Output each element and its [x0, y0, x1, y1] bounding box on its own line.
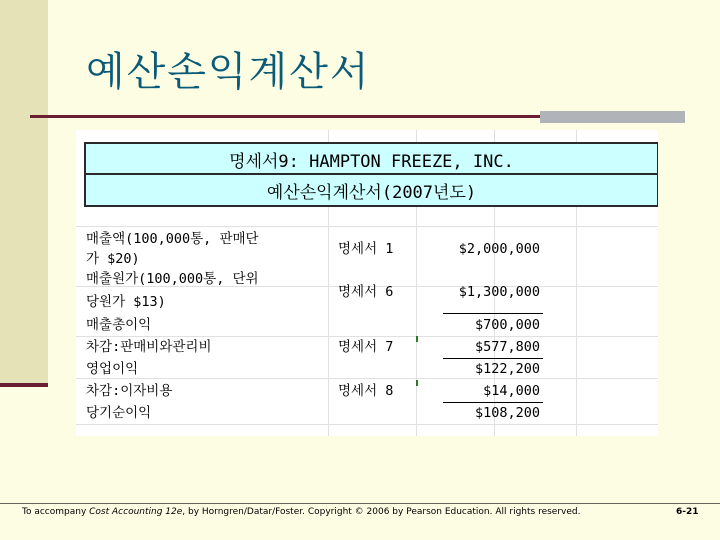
footer-copyright — [22, 507, 580, 517]
gridline — [76, 424, 658, 425]
subtotal-underline — [443, 313, 543, 314]
amount-cell: $1,300,000 — [458, 284, 540, 300]
row-label: 매출액(100,000통, 판매단 — [86, 231, 259, 247]
amount-cell: $108,200 — [474, 405, 540, 421]
amount-cell: $700,000 — [474, 317, 540, 333]
row-label: 가 $20) — [86, 251, 140, 267]
schedule-ref: 명세서 8 — [338, 383, 394, 399]
subtotal-underline — [443, 402, 543, 403]
row-label: 당원가 $13) — [86, 294, 166, 310]
footer-prefix: To accompany — [22, 507, 90, 517]
gridline — [76, 336, 658, 337]
schedule-ref: 명세서 6 — [338, 284, 394, 300]
row-label: 차감:판매비와관리비 — [86, 339, 212, 355]
statement-header-title: 명세서9: HAMPTON FREEZE, INC. — [84, 142, 658, 176]
gridline — [76, 378, 658, 379]
subtotal-underline — [443, 358, 543, 359]
row-label: 영업이익 — [86, 361, 139, 377]
row-label: 차감:이자비용 — [86, 383, 173, 399]
spreadsheet-image — [76, 130, 658, 436]
left-accent-line — [0, 383, 48, 387]
cell-marker — [416, 336, 418, 342]
amount-cell: $122,200 — [474, 361, 540, 377]
footer-suffix: , by Horngren/Datar/Foster. Copyright © 2006 by Pearson Education. All rights reserved. — [182, 507, 581, 517]
amount-cell: $2,000,000 — [458, 241, 540, 257]
page-number: 6-21 — [676, 507, 699, 517]
cell-marker — [416, 380, 418, 386]
slide-title: 예산손익계산서 — [86, 49, 371, 95]
footer-book-title: Cost Accounting 12e — [89, 507, 183, 517]
title-divider-accent — [540, 111, 685, 123]
row-label: 당기순이익 — [86, 405, 152, 421]
statement-header-subtitle: 예산손익계산서(2007년도) — [84, 173, 658, 207]
title-divider — [30, 115, 540, 118]
row-label: 매출총이익 — [86, 317, 152, 333]
row-label: 매출원가(100,000통, 단위 — [86, 271, 259, 287]
left-accent-strip — [0, 0, 48, 383]
amount-cell: $577,800 — [474, 339, 540, 355]
schedule-ref: 명세서 7 — [338, 339, 394, 355]
amount-cell: $14,000 — [483, 383, 540, 399]
gridline — [76, 226, 658, 227]
footer-divider — [0, 503, 720, 504]
schedule-ref: 명세서 1 — [338, 241, 394, 257]
